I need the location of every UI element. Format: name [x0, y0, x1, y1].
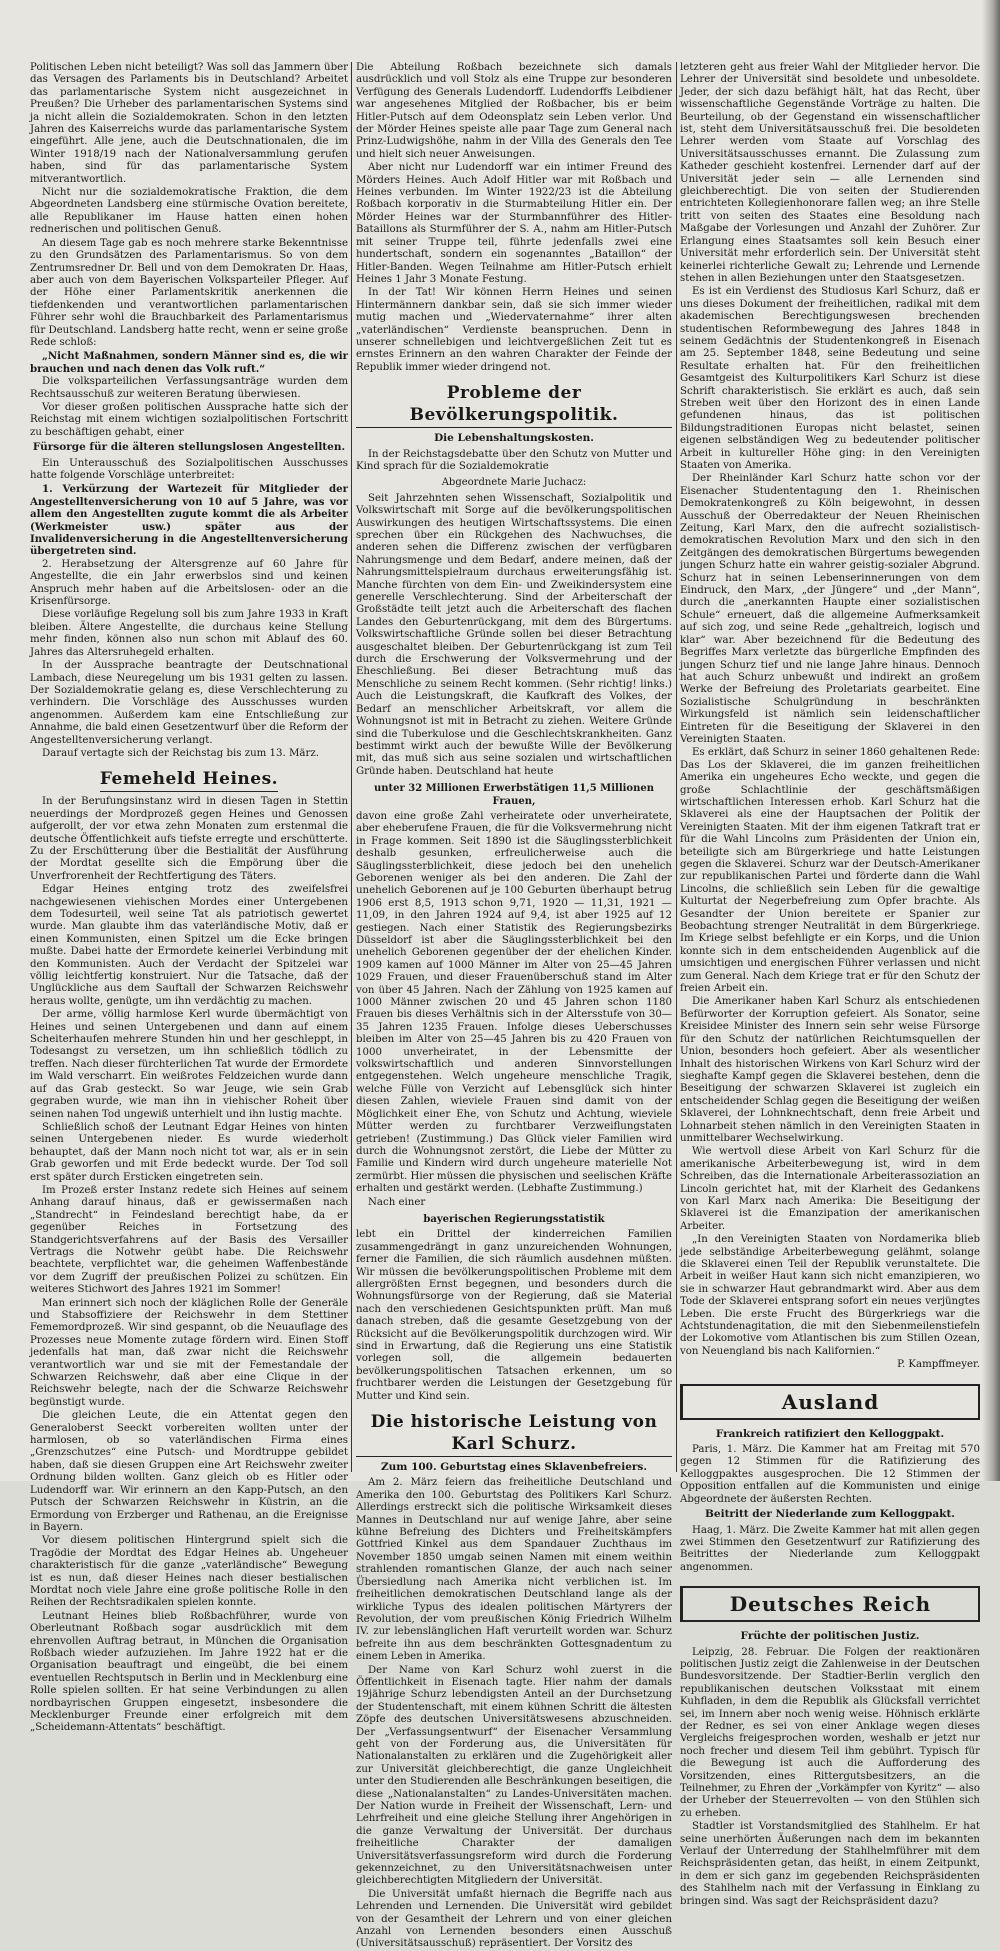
paragraph: In der Reichstagsdebatte über den Schutz von Mutter und Kind sprach für die Sozialdemokratie — [356, 448, 672, 472]
column-1 — [30, 62, 348, 1734]
paragraph: In der Berufungsinstanz wird in diesen Tagen in Stettin neuerdings der Mordprozeß gegen Heines und Genossen aufgerollt, der vor etwa zehn Monaten zum erstenmal die deutsche Öffentlichkeit aufs tiefste erregte und erschütterte. Zu der Erschütterung über die Bestialität der Ausführung der Mordtat gesellte sich die Empörung über die Unverfrorenheit der Rechtfertigung des Täters. — [30, 796, 348, 882]
article-headline: Femeheld Heines. — [30, 768, 348, 792]
author-signature: P. Kampffmeyer. — [897, 1359, 980, 1371]
paragraph: Der arme, völlig harmlose Kerl wurde übermächtigt von Heines und seinen Untergebenen und dann auf einem Scheiterhaufen mehrere Stunden hin und her geschleppt, in Todesangst zu versetzen, um ihn schließlich tödlich zu treffen. Nach dieser fürchterlichen Tat wurde der Ermordete im Wald verscharrt. Ein weißrotes Feldzeichen wurde dann auf das Grab gesteckt. So war Jeuge, wie sein Grab gegraben wurde, wie man ihn in viehischer Roheit über seinen nahen Tod ungewiß unterhielt und ihn lustig machte. — [30, 1009, 348, 1120]
column-2 — [356, 62, 672, 1950]
paragraph: Es erklärt, daß Schurz in seiner 1860 gehaltenen Rede: Das Los der Sklaverei, die im ganzen freiheitlichen Amerika ein ungeheures Echo weckte, und gegen die große Schlachtlinie der geschäftsmäßigen wirtschaftlichen Interessen erhob. Karl Schurz hat die Sklaverei als eine der Hauptsachen der Politik der Vereinigten Staaten. Mit der ihm eigenen Tatkraft trat er für die Wahl Lincolns zum Präsidenten der Union ein, beteiligte sich am Bürgerkriege und hatte Leistungen gegen die Sklaverei. Schurz war der Deutsch-Amerikaner zur republikanischen Partei und förderte dann die Wahl Lincolns, die schließlich sein Leben für die gewaltige Kulturtat der Negerbefreiung zum Opfer brachte. Als Gesandter der Union bereitete er Spanier zur Beobachtung strenger Neutralität in dem Bürgerkriege. Im Kriege selbst befehligte er ein Korps, und die Union konnte sich in dem entscheidenden Augenblick auf die umsichtigen und energischen Führer verlassen und nicht zum General. Nach dem Kriege trat er für den Schutz der freien Arbeit ein. — [680, 747, 980, 995]
paragraph: Die Amerikaner haben Karl Schurz als entschiedenen Befürworter der Korruption gefeiert. Als Sonator, seine Kreisidee Minister des Innern sein sehr weise Fürsorge für den Schutz der natürlichen Reichtumsquellen der Union, besonders hoch gefeiert. Aber als wesentlicher Inhalt des historischen Wirkens von Karl Schurz wird der sieghafte Kampf gegen die Sklaverei bestehen, denn die Beseitigung der schwarzen Sklaverei ist zugleich ein entscheidender Schlag gegen die Beseitigung der weißen Sklaverei, der Lohnknechtschaft, denn freie Arbeit und Lohnarbeit stehen nämlich in den Vereinigten Staaten in unmittelbarer Wechselwirkung. — [680, 996, 980, 1144]
paragraph: Am 2. März feiern das freiheitliche Deutschland und Amerika den 100. Geburtstag des Politikers Karl Schurz. Allerdings erstreckt sich die politische Wirksamkeit dieses Mannes in Deutschland nur auf wenige Jahre, aber seine kühne Befreiung des Dichters und Freiheitskämpfers Gottfried Kinkel aus dem Spandauer Zuchthaus im November 1850 umgab seinen Namen mit einem weithin strahlenden romantischen Glanze, der auch nach seiner Übersiedlung nach Amerika nicht verblichen ist. Im freiheitlichen demokratischen Deutschland lange als der wirkliche Typus des idealen politischen Märtyrers der Revolution, der vom preußischen König Friedrich Wilhelm IV. zur lebenslänglichen Haft verurteilt worden war. Schurz befreite ihn aus dem beschränkten Gottesgnadentum zu einem Leben in Amerika. — [356, 1477, 672, 1663]
column-divider — [351, 62, 352, 1472]
subheading: Früchte der politischen Justiz. — [740, 1630, 920, 1643]
subheading: Die Lebenshaltungskosten. — [434, 432, 594, 445]
paragraph: Leipzig, 28. Februar. Die Folgen der reaktionären politischen Justiz zeigt die Zahlenweise in der Deutschen Bundesvorsitzende. Der Stadtier-Berlin verglich den republikanischen deutschen Volksstaat mit einem Kuhfladen, in dem die Republik als Glücksfall verrichtet sei, im Innern aber noch wenig weise. Höhnisch erklärte der Redner, es sei von einer Anklage wegen dieses Vergleichs freigesprochen worden, weshalb er jetzt nur noch frecher und diesem Teil ihm gebührt. Typisch für die Bewegung ist auch die Aufforderung des Vorsitzenden, eines Rittergutsbesitzers, an die Teilnehmer, zu Ehren der „Vorkämpfer von Kyritz“ — also der Urheber der Steuerrevolten — von den Stühlen sich zu erheben. — [680, 1646, 980, 1819]
speaker: Abgeordnete Marie Juchacz: — [441, 477, 587, 489]
paragraph: Die Abteilung Roßbach bezeichnete sich damals ausdrücklich und voll Stolz als eine Truppe zur besonderen Verfügung des Generals Ludendorff. Ludendorffs Leibdiener war angesehenes Mitglied der Roßbacher, bis er beim Hitler-Putsch auf dem Odeonsplatz sein Leben verlor. Und der Mörder Heines speiste alle paar Tage zum General nach Prinz-Ludwigshöhe, nahm in der Villa des Generals den Tee und hielt sich neuer Anweisungen. — [356, 62, 672, 160]
paragraph: Die volksparteilichen Verfassungsanträge wurden dem Rechtsausschuß zur weiteren Beratung überwiesen. — [30, 376, 348, 400]
paragraph: An diesem Tage gab es noch mehrere starke Bekenntnisse zu den Grundsätzen des Parlamentarismus. So von dem Zentrumsredner Dr. Bell und von dem Demokraten Dr. Haas, aber auch von dem Bayerischen Volksparteiler Pfleger. Auf der Höhe einer Parlamentskritik anerkennen die tiefdenkenden und verantwortlichen parlamentarischen Führer sehr wohl die Brauchbarkeit des Parlamentarismus für Deutschland. Landsberg hatte recht, wenn er seine große Rede schloß: — [30, 237, 348, 348]
subheading: bayerischen Regierungsstatistik — [423, 1213, 605, 1225]
paragraph: Aber nicht nur Ludendorff war ein intimer Freund des Mörders Heines. Auch Adolf Hitler war mit Roßbach und Heines verbunden. Im Winter 1922/23 ist die Abteilung Roßbach korporativ in die Sturmabteilung Hitler ein. Der Mörder Heines war der Sturmbannführer des Hitler-Bataillons als Sturmführer der S. A., nahm am Hitler-Putsch mit seiner Truppe teil, führte jedenfalls zwei eine hundertschaft, sondern ein sogenanntes „Bataillon“ der Hitler-Banden. Wegen Teilnahme am Hitler-Putsch erhielt Heines 1 Jahr 3 Monate Festung. — [356, 162, 672, 285]
subheading: Beitritt der Niederlande zum Kelloggpakt. — [705, 1508, 955, 1521]
paragraph: 1. Verkürzung der Wartezeit für Mitglieder der Angestelltenversicherung von 10 auf 5 Jahre, was vor allem den Angestellten zugute kommt die als Arbeiter (Werkmeister usw.) später aus der Invalidenversicherung in die Angestelltenversicherung übergetreten sind. — [30, 483, 348, 558]
paragraph: Wie wertvoll diese Arbeit von Karl Schurz für die amerikanische Arbeiterbewegung ist, wird in dem Schreiben, das die Internationale Arbeiterassoziation an Lincoln gerichtet hat, mit der Klarheit des Gedankens von Karl Marx nach Amerika: Die Beseitigung der Sklaverei ist die Emanzipation der amerikanischen Arbeiter. — [680, 1146, 980, 1232]
paragraph: Im Prozeß erster Instanz redete sich Heines auf seinem Anhang darauf hinaus, daß er gewissermaßen nach „Standrecht“ in Feindesland berechtigt habe, da er gegenüber Reiches in Fortsetzung des Standgerichtsverfahrens auf der Basis des Versailler Vertrags die Notwehr geübt habe. Die Reichswehr beachtete, verpflichtet war, die geheimen Waffenbestände vor dem Zugriff der preußischen Polizei zu schützen. Ein weiteres Stichwort des Jahres 1921 im Sommer! — [30, 1184, 348, 1296]
paragraph: Schließlich schoß der Leutnant Edgar Heines von hinten seinen Untergebenen nieder. Es wurde wiederholt behauptet, daß der Mann noch nicht tot war, als er in sein Grab geworfen und mit Erde bedeckt wurde. Der Tod soll erst später durch Ersticken eingetreten sein. — [30, 1121, 348, 1183]
section-box-ausland: Ausland — [680, 1384, 980, 1420]
paragraph: Vor diesem politischen Hintergrund spielt sich die Tragödie der Mordtat des Edgar Heines ab. Ungeheuer charakteristisch für die ganze „vaterländische“ Bewegung ist es nun, daß dieser Heines nach dieser bestialischen Mordtat noch viele Jahre eine große politische Rolle in den Reihen der Rechtsradikalen spielen konnte. — [30, 1535, 348, 1609]
paragraph: Darauf vertagte sich der Reichstag bis zum 13. März. — [42, 747, 319, 759]
paragraph: Stadtler ist Vorstandsmitglied des Stahlhelm. Er hat seine unerhörten Äußerungen nach dem im bekannten Verlauf der Unterredung der Stahlhelmführer mit dem Reichspräsidenten getan, das heißt, in einem Zeitpunkt, in dem er sich ganz im gegebenden Reichspräsidenten des Stahlhelm nach mit der Verfassung in Einklang zu bringen sind. Was sagt der Reichspräsident dazu? — [680, 1821, 980, 1907]
paragraph: Politischen Leben nicht beteiligt? Was soll das Jammern über das Versagen des Parlaments bis in Deutschland? Arbeitet das parlamentarische System nicht ausgezeichnet in Preußen? Die Urheber des parlamentarischen Systems sind ja nicht allein die Sozialdemokraten. Schon in den letzten Jahren des Kaiserreichs wurde das parlamentarische System eingeführt. Alle jene, auch die Deutschnationalen, die im Winter 1918/19 nach der Nationalversammlung gerufen haben, sind für das parlamentarische System mitverantwortlich. — [30, 62, 348, 185]
paragraph: lebt ein Drittel der kinderreichen Familien zusammengedrängt in ganz unzureichenden Wohnungen, ferner die Familien, die sich räumlich ausdehnen müßten. Wir müssen die bevölkerungspolitischen Probleme mit dem allergrößten Ernst begegnen, und besonders durch die Wohnungsfürsorge von der Regierung, daß sie Material nach den verschiedenen Gesichtspunkten prüft. Man muß danach streben, daß die gesamte Gesetzgebung von der Rücksicht auf die Bevölkerungspolitik durchzogen wird. Wir sind in Erwartung, daß die Regierung uns eine Statistik vorlegen soll, die allgemein bedauerten bevölkerungspolitischen Tatsachen erkennen, um so fruchtbarer werden die Leistungen der Gesetzgebung für Mutter und Kind sein. — [356, 1229, 672, 1402]
paragraph: Leutnant Heines blieb Roßbachführer, wurde von Oberleutnant Roßbach sogar ausdrücklich mit dem ehrenvollen Auftrag betraut, in München die Organisation Roßbach wieder aufzuziehen. Im Jahre 1922 hat er die Organisation beauftragt und eingeübt, die bei einem eventuellen Rechtsputsch in Berlin und in Mecklenburg eine Rolle spielen sollten. Er hat seine Verbindungen zu allen nordbayrischen Gruppen eingesetzt, insbesondere die Mecklenburger Freunde einer erfolgreich mit dem „Scheidemann-Attentats“ beschäftigt. — [30, 1610, 348, 1734]
paragraph: 2. Herabsetzung der Altersgrenze auf 60 Jahre für Angestellte, die ein Jahr erwerbslos sind und keinen Anspruch mehr haben auf die Arbeitslosen- oder an die Krisenfürsorge. — [30, 558, 348, 608]
paragraph: Paris, 1. März. Die Kammer hat am Freitag mit 570 gegen 12 Stimmen für die Ratifizierung des Kelloggpaktes ausgesprochen. Die 12 Stimmen der Opposition entfallen auf die Kommunisten und einige Abgeordnete der äußersten Rechten. — [680, 1444, 980, 1505]
paragraph: Man erinnert sich noch der kläglichen Rolle der Generäle und Stabsoffiziere der Reichswehr in dem Stettiner Fememordprozeß. Wir sind gespannt, ob die Neuauflage des Prozesses neue Momente zutage fördern wird. Einen Stoff jedenfalls hat man, daß zwar nicht die Reichswehr verantwortlich war und sie mit der Femestandale der Schwarzen Reichswehr, daß aber eine Clique in der Reichswehr belegte, nach der die Schwarze Reichswehr begünstigt wurde. — [30, 1297, 348, 1408]
column-3 — [680, 62, 980, 1907]
quote: „Nicht Maßnahmen, sondern Männer sind es, die wir brauchen und nach denen das Volk ruft.“ — [30, 350, 348, 375]
paragraph: Die gleichen Leute, die ein Attentat gegen den Generaloberst Seeckt vorbereiten wollten unter der harmlosen, ob so vaterländischen Firma eines „Grenzschutzes“ eine Putsch- und Mordtruppe gebildet haben, daß sie diesen Gruppen eine Art Reichswehr zweiter Ordnung bilden wollten. Ganz gleich ob es Hitler oder Ludendorff war. Wir erinnern an den Kapp-Putsch, an den Putsch der Schwarzen Reichswehr in Küstrin, an die Ermordung von Erzberger und Rathenau, an die Ereignisse in Bayern. — [30, 1410, 348, 1533]
page-edge-shadow — [982, 0, 1000, 1481]
paragraph: davon eine große Zahl verheiratete oder unverheiratete, aber eheberufene Frauen, die für die Volksvermehrung nicht in Frage kommen. Seit 1890 ist die Säuglingssterblichkeit deshalb gesunken, erfreulicherweise auch die Säuglingssterblichkeit, diese jedoch bei den unehelich Geborenen weniger als bei den anderen. Die Zahl der unehelich Geborenen auf je 100 Geburten überhaupt betrug 1906 erst 8,5, 1913 schon 9,71, 1920 — 11,31, 1921 — 11,09, in den Jahren 1924 auf 9,4, ist aber 1925 auf 12 gestiegen. Nach einer Statistik des Regierungsbezirks Düsseldorf ist aber die Säuglingssterblichkeit bei den unehelich Geborenen gegenüber der der ehelichen Kinder. 1909 kamen auf 1000 Männer im Alter von 25—45 Jahren 1029 Frauen, und dieser Frauenüberschuß stand im Alter von über 45 Jahren. Nach der Zählung von 1925 kamen auf 1000 Männer zwischen 20 und 45 Jahren schon 1180 Frauen bis dieses Verhältnis sich in der Altersstufe von 30—35 Jahren 1235 Frauen. Infolge dieses Ueberschusses bleiben im Alter von 25—45 Jahren bis zu 420 Frauen von 1000 unverheiratet, in der Lebensmitte der volkswirtschaftlich und anderen Sinnvorstellungen entgegenstehen. Welch ungeheure menschliche Tragik, welche Fülle von Verzicht auf Lebensglück sich hinter diesen Zahlen, wieviele Frauen sind damit von der Möglichkeit einer Ehe, von Schutz und Achtung, wieviele Mütter werden zu furchtbarer Verzweiflungstaten getrieben! (Zustimmung.) Das Glück vieler Familien wird durch die Wohnungsnot zerstört, die Liebe der Mütter zu Familie und Kindern wird durch ungeheure materielle Not zermürbt. Hier müssen die physischen und seelischen Kräfte erhalten und gestärkt werden. (Lebhafte Zustimmung.) — [356, 810, 672, 1195]
subheading: Zum 100. Geburtstag eines Sklavenbefreiers. — [381, 1461, 647, 1474]
paragraph: Seit Jahrzehnten sehen Wissenschaft, Sozialpolitik und Volkswirtschaft mit Sorge auf die bevölkerungspolitischen Auswirkungen des heutigen Wirtschaftssystems. Die einen sprechen über ein Rückgehen des Nachwuchses, die anderen sehen die Differenz zwischen der verfügbaren Nahrungsmenge und dem Bedarf, andere meinen, daß der Nahrungsmittelspielraum durchaus erweiterungsfähig ist. Manche fürchten von dem Ein- und Zweikindersystem eine generelle Verschlechterung. Sind der Arbeiterschaft der Großstädte teilt jetzt auch die Arbeiterschaft des flachen Landes den Geburtenrückgang, mit dem des Bürgertums. Volkswirtschaftliche Gründe sollen bei dieser Betrachtung ausgeschaltet bleiben. Der Geburtenrückgang ist zum Teil durch die Erschwerung der Volksvermehrung und der Eheschließung. Bei dieser Betrachtung muß das Menschliche zu seinem Recht kommen. (Sehr richtig! links.) Auch die Leistungskraft, die Kaufkraft des Volkes, der Bedarf an menschlicher Arbeitskraft, vor allem die Wohnungsnot ist mit in Betracht zu ziehen. Weitere Gründe sind die Tuberkulose und die Geschlechtskrankheiten. Ganz bestimmt wirkt auch der bewußte Wille der Bevölkerung mit, das muß sich aus seine sozialen und wirtschaftlichen Gründe haben. Deutschland hat heute — [356, 492, 672, 777]
paragraph: Vor dieser großen politischen Aussprache hatte sich der Reichstag mit einem wichtigen sozialpolitischen Fortschritt zu beschäftigen gehabt, einer — [30, 401, 348, 438]
paragraph: In der Aussprache beantragte der Deutschnational Lambach, diese Neuregelung um bis 1931 gelten zu lassen. Der Sozialdemokratie gelang es, diese Verschlechterung zu verhindern. Die Vorschläge des Ausschusses wurden angenommen. Außerdem kam eine Entschließung zur Annahme, die bald einen Gesetzentwurf über die Reform der Angestelltenversicherung verlangt. — [30, 660, 348, 746]
paragraph: Nach einer — [368, 1196, 426, 1208]
paragraph: Nicht nur die sozialdemokratische Fraktion, die dem Abgeordneten Landsberg eine stürmische Ovation bereitete, alle Republikaner im Hause hatten einen hohen rednerischen und politischen Genuß. — [30, 187, 348, 236]
paragraph: Die Universität umfaßt hiernach die Begriffe nach aus Lehrenden und Lernenden. Die Universität wird gebildet von der Gesamtheit der Lehrern und von einer gleichen Anzahl von Lernenden besonders einen Ausschuß (Universitätsausschuß) repräsentiert. Der Vorsitz des — [356, 1888, 672, 1950]
column-divider — [676, 62, 677, 1472]
paragraph: Der Rheinländer Karl Schurz hatte schon vor der Eisenacher Studententagung den 1. Rheinischen Demokratenkongreß zu Köln beigewohnt, in dessen Ausschuß der Oberredakteur der Neuen Rheinischen Zeitung, Karl Marx, den die aufrecht sozialistisch-demokratischen Revolution Marx und den sich in den Zeitgängen des demokratischen Bürgertums bewegenden jungen Schurz hatte ein wahrer geistig-sozialer Abgrund. Schurz hat in seinen Lebenserinnerungen von dem Eindruck, den Marx, „der Jüngere“ und „der Mann“, durch die „anerkannten Haupte einer sozialistischen Schule“ erneuert, daß die allgemeine Aufmerksamkeit auf sich zog, und seine Rede „gehaltreich, logisch und klar“ war. Aber bezeichnend für die Bedeutung des Begriffes Marx verletzte das bürgerliche Empfinden des jungen Schurz tief und nie lange Jahre hinaus. Dennoch hat auch Schurz unbewußt und indirekt an großem Werke der Befreiung des Proletariats gearbeitet. Eine Sozialistische Schulgründung in beschränkten Wirkungsfeld ist nämlich sein leidenschaftlicher Eintreten für die Beseitigung der Sklaverei in den Vereinigten Staaten. — [680, 473, 980, 745]
subheading: Frankreich ratifiziert den Kelloggpakt. — [715, 1427, 945, 1440]
paragraph: Der Name von Karl Schurz wohl zuerst in die Öffentlichkeit in Eisenach tagte. Hier nahm der damals 19jährige Schurz lebendigsten Anteil an der Durchsetzung der Studentenschaft, mit einem kühnen Schritt die ältesten Zöpfe des deutschen Universitätswesens abzuschneiden. Der „Verfassungsentwurf“ der Eisenacher Versammlung geht von der Forderung aus, die Universitäten für Nationalanstalten zu erklären und die Zugehörigkeit aller zur Universität gleichberechtigt, die ganze Ungleichheit unter den Studierenden alle Beschränkungen beseitigen, die diese „Nationalanstalten“ zu Landes-Universitäten machen. Der Nation wurde in Freiheit der Wissenschaft, Lern- und Lehrfreiheit und eine gleiche Stellung ihrer Angehörigen in die ganze Verwaltung der Universität. Der durchaus freiheitliche Charakter der damaligen Universitätsverfassungsreform wird durch die Forderung gekennzeichnet, zu den Universitätsnachweisen unter gleichberechtigten Mitgliedern der Universität. — [356, 1664, 672, 1887]
paragraph: Ein Unterausschuß des Sozialpolitischen Ausschusses hatte folgende Vorschläge unterbreitet: — [30, 457, 348, 481]
paragraph: Es ist ein Verdienst des Studiosus Karl Schurz, daß er uns dieses Dokument der freiheitlichen, radikal mit dem akademischen Berechtigungswesen brechenden studentischen Reformbewegung des Jahres 1848 in seinem Gedächtnis der Studentenkongreß in Eisenach am 25. September 1848, seine Bedeutung und seine Resultate erhalten hat. Für den freiheitlichen Gesamtgeist des Kulturpolitikers Karl Schurz ist diese Schrift charakteristisch. Sie erklärt es auch, daß sein Streben weit über den Horizont des in einen Lande gefundenen hinaus, das ist politischen Bildungstraditionen Europas nicht belastet, seinen eigenen selbständigen Weg zu bedeutender politischer Arbeit in kultureller Höhe ging: in den Vereinigten Staaten von Amerika. — [680, 286, 980, 471]
article-headline: Probleme der Bevölkerungspolitik. — [356, 382, 672, 428]
section-box-deutsches-reich: Deutsches Reich — [680, 1586, 980, 1622]
subheading: Fürsorge für die älteren stellungslosen Angestellten. — [32, 441, 346, 454]
paragraph: In der Tat! Wir können Herrn Heines und seinen Hintermännern dankbar sein, daß sie sich immer wieder mutig machen und „Wiedervaternahme“ ihrer alten „vaterländischen“ Verdienste beanspruchen. Denn in unserer schnellebigen und leichtvergeßlichen Zeit tut es ernstes Erinnern an den wahren Charakter der Feinde der Republik immer wieder dringend not. — [356, 287, 672, 373]
paragraph: Diese vorläufige Regelung soll bis zum Jahre 1933 in Kraft bleiben. Ältere Angestellte, die durchaus keine Stellung mehr finden, können also nun schon mit Ablauf des 60. Jahres das Altersruhegeld erhalten. — [30, 609, 348, 658]
paragraph: letzteren geht aus freier Wahl der Mitglieder hervor. Die Lehrer der Universität sind besoldete und unbesoldete. Jeder, der sich dazu befähigt hält, hat das Recht, über wissenschaftliche Gegenstände Vorträge zu halten. Die Beurteilung, ob der Gegenstand ein wissenschaftlicher ist, steht dem Universitätsausschuß frei. Die besoldeten Lehrer werden vom Staate auf Vorschlag des Universitätsausschusses ernannt. Die Zulassung zum Katheder geschieht kostenfrei. Lernender darf auf der Universität jeder sein — alle Lernenden sind gleichberechtigt. Die von seiten der Studierenden entrichteten Kollegienhonorare fallen weg; an ihre Stelle tritt von seiten des Staates eine Besoldung nach Maßgabe der Vorlesungen und Anzahl der Zuhörer. Zur Erlangung eines Staatsamtes soll kein Besuch einer Universität mehr erforderlich sein. Der Universität steht keinerlei richterliche Gewalt zu; Lehrende und Lernende stehen in allen Beziehungen unter den Staatsgesetzen. — [680, 62, 980, 284]
paragraph: Edgar Heines entging trotz des zweifelsfrei nachgewiesenen viehischen Mordes einer Untergebenen dem Todesurteil, weil seine Tat als patriotisch gewertet wurde. Man glaubte ihm das vaterländische Motiv, daß er einen Kommunisten, einen Spitzel um die Ecke bringen mußte. Dabei hatte der Ermordete keinerlei Verbindung mit den Kommunisten. Auch der Verdacht der Spitzelei war völlig leichtfertig konstruiert. Nur die Tatsache, daß der Unglückliche aus dem Sauftall der Schwarzen Reichswehr heraus wollte, genügte, um ihn verdächtig zu machen. — [30, 884, 348, 1007]
paragraph: Haag, 1. März. Die Zweite Kammer hat mit allen gegen zwei Stimmen den Gesetzentwurf zur Ratifizierung des Beitrittes der Niederlande zum Kelloggpakt angenommen. — [680, 1524, 980, 1573]
article-headline: Die historische Leistung von Karl Schurz. — [356, 1411, 672, 1457]
bold-line: unter 32 Millionen Erwerbstätigen 11,5 Millionen Frauen, — [373, 783, 655, 807]
paragraph: „In den Vereinigten Staaten von Nordamerika blieb jede selbständige Arbeiterbewegung gelähmt, solange die Sklaverei einen Teil der Republik verunstaltete. Die Arbeit in weißer Haut kann sich nicht emanzipieren, wo sie in schwarzer Haut gebrandmarkt wird. Aber aus dem Tode der Sklaverei entsprang sofort ein neues verjüngtes Leben. Die erste Frucht des Bürgerkriegs war die Achtstundenagitation, die mit den Siebenmeilenstiefeln der Lokomotive vom Atlantischen bis zum Stillen Ozean, von Neuengland bis nach Kalifornien.“ — [680, 1234, 980, 1357]
